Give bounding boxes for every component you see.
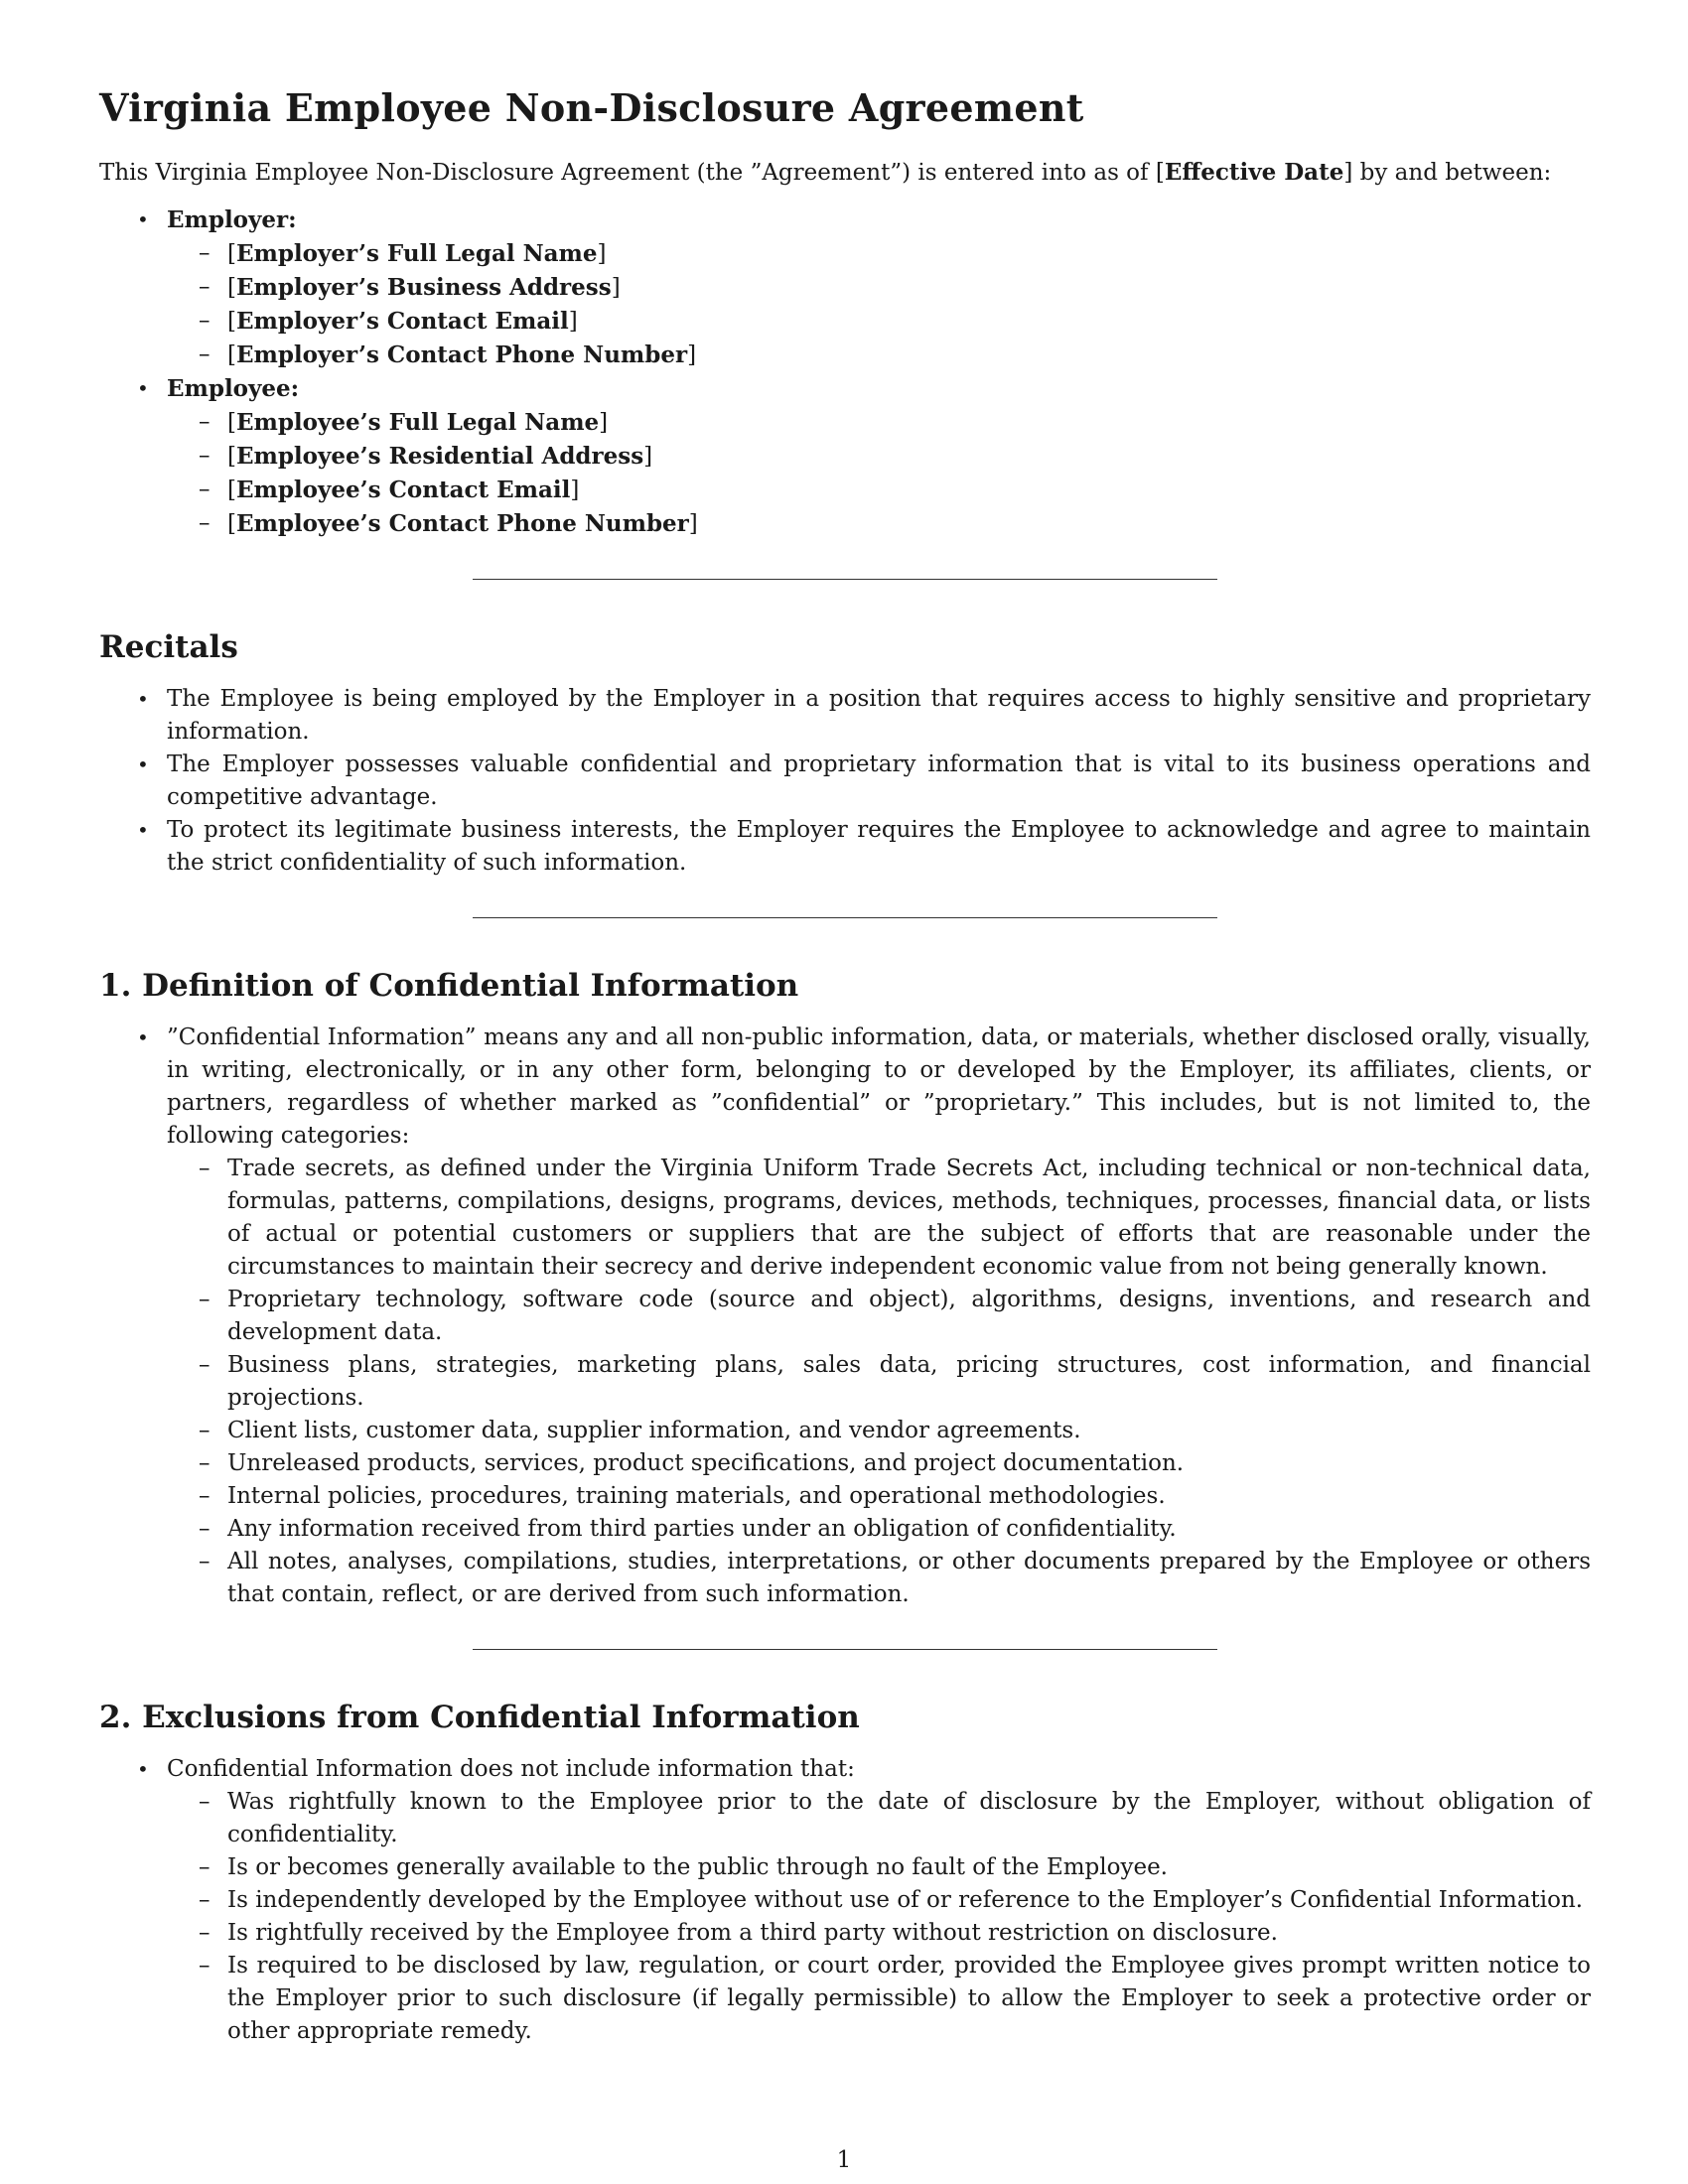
bullet-icon: • [137, 752, 149, 776]
party-label: Employer: [167, 206, 297, 233]
intro-text-pre: This Virginia Employee Non-Disclosure Agreement (the ”Agreement”) is entered into as of [ [99, 160, 1165, 186]
section-divider [473, 917, 1217, 918]
dash-icon: – [199, 1854, 211, 1880]
section-2-lead [99, 1753, 1591, 2048]
category-text: Any information received from third parties under an obligation of confidentiality. [227, 1516, 1177, 1542]
effective-date-placeholder: Effective Date [1164, 159, 1344, 186]
dash-icon: – [199, 308, 211, 334]
field-placeholder: Employee’s Contact Phone Number [235, 510, 689, 537]
exclusion-text: Is required to be disclosed by law, regulation, or court order, provided the Employee gives prompt written notice to the Employer prior to such disclosure (if legally permissible) to allow the Employer to seek a protective order or other appropriate remedy. [227, 1953, 1591, 2044]
party-field: – [Employee’s Contact Phone Number] [167, 507, 1591, 541]
category-text: All notes, analyses, compilations, studies, interpretations, or other documents prepared by the Employee or others that contain, reflect, or are derived from such information. [227, 1549, 1591, 1607]
recital-text: To protect its legitimate business interests, the Employer requires the Employee to acknowledge and agree to maintain the strict confidentiality of such information. [167, 817, 1591, 876]
category-item [167, 1153, 1591, 1284]
party-label: Employee: [167, 375, 300, 402]
bullet-icon: • [137, 1025, 149, 1049]
dash-icon: – [199, 1516, 211, 1542]
dash-icon: – [199, 1887, 211, 1913]
category-text: Client lists, customer data, supplier information, and vendor agreements. [227, 1418, 1081, 1443]
dash-icon: – [199, 1352, 211, 1378]
dash-icon: – [199, 1287, 211, 1312]
exclusions-list [167, 1786, 1591, 2048]
dash-icon: – [199, 409, 211, 435]
section-2-lead-text: Confidential Information does not include information that: [167, 1756, 855, 1782]
party-field: – [Employee’s Residential Address] [167, 440, 1591, 474]
recital-text: The Employee is being employed by the Employer in a position that requires access to highly sensitive and proprietary information. [167, 686, 1591, 745]
section-divider [473, 579, 1217, 580]
dash-icon: – [199, 341, 211, 367]
bullet-icon: • [137, 1757, 149, 1781]
category-text: Trade secrets, as defined under the Virginia Uniform Trade Secrets Act, including technical or non-technical data, formulas, patterns, compilations, designs, programs, devices, methods, techniques, processes, financial data, or lists of actual or potential customers or suppliers that are the subject of efforts that are reasonable under the circumstances to maintain their secrecy and derive independent economic value from not being generally known. [227, 1156, 1591, 1280]
dash-icon: – [199, 1450, 211, 1476]
category-item [167, 1284, 1591, 1349]
exclusion-item [167, 1851, 1591, 1884]
section-1-list [99, 1022, 1591, 1611]
category-item [167, 1480, 1591, 1513]
section-1-lead [99, 1022, 1591, 1611]
category-text: Proprietary technology, software code (source and object), algorithms, designs, inventions, and research and development data. [227, 1287, 1591, 1345]
party-field: – [Employer’s Business Address] [167, 271, 1591, 305]
party-fields [167, 237, 1591, 372]
section-2-list [99, 1753, 1591, 2048]
field-placeholder: Employer’s Business Address [235, 274, 612, 301]
document-page [99, 85, 1591, 2048]
recital-item [99, 814, 1591, 880]
dash-icon: – [199, 1920, 211, 1946]
recital-item [99, 749, 1591, 814]
party-field: – [Employer’s Contact Email] [167, 305, 1591, 339]
dash-icon: – [199, 240, 211, 266]
exclusion-text: Was rightfully known to the Employee prior to the date of disclosure by the Employer, without obligation of confidentiality. [227, 1789, 1591, 1847]
party-field: – [Employer’s Full Legal Name] [167, 237, 1591, 271]
bullet-icon: • [137, 207, 149, 231]
category-item [167, 1415, 1591, 1447]
exclusion-text: Is independently developed by the Employee without use of or reference to the Employer’s Confidential Information. [227, 1887, 1584, 1913]
category-item [167, 1546, 1591, 1611]
field-placeholder: Employee’s Residential Address [235, 443, 644, 470]
party-employer [99, 204, 1591, 372]
section-2-heading: 2. Exclusions from Confidential Information [99, 1700, 860, 1735]
exclusion-text: Is or becomes generally available to the public through no fault of the Employee. [227, 1854, 1168, 1880]
dash-icon: – [199, 1483, 211, 1509]
bullet-icon: • [137, 818, 149, 842]
bullet-icon: • [137, 687, 149, 711]
exclusion-item [167, 1786, 1591, 1851]
bullet-icon: • [137, 376, 149, 400]
category-text: Unreleased products, services, product specifications, and project documentation. [227, 1450, 1185, 1476]
exclusion-item [167, 1884, 1591, 1917]
category-item [167, 1349, 1591, 1415]
party-fields [167, 406, 1591, 541]
recitals-list [99, 683, 1591, 880]
exclusion-item [167, 1917, 1591, 1950]
party-field: – [Employee’s Full Legal Name] [167, 406, 1591, 440]
dash-icon: – [199, 1156, 211, 1181]
intro-text-post: ] by and between: [1343, 160, 1552, 186]
dash-icon: – [199, 274, 211, 300]
page-number: 1 [836, 2147, 852, 2173]
dash-icon: – [199, 510, 211, 536]
section-1-heading: 1. Definition of Confidential Information [99, 968, 799, 1004]
field-placeholder: Employer’s Contact Phone Number [235, 341, 688, 368]
category-item [167, 1447, 1591, 1480]
recital-text: The Employer possesses valuable confidential and proprietary information that is vital to its business operations and competitive advantage. [167, 751, 1591, 810]
intro-paragraph [99, 156, 1591, 190]
parties-list [99, 204, 1591, 541]
section-divider [473, 1649, 1217, 1650]
field-placeholder: Employer’s Contact Email [235, 308, 569, 335]
document-title: Virginia Employee Non-Disclosure Agreement [99, 85, 1084, 130]
field-placeholder: Employee’s Contact Email [235, 477, 571, 503]
recital-item [99, 683, 1591, 749]
category-text: Internal policies, procedures, training materials, and operational methodologies. [227, 1483, 1166, 1509]
dash-icon: – [199, 477, 211, 502]
field-placeholder: Employee’s Full Legal Name [235, 409, 600, 436]
dash-icon: – [199, 1953, 211, 1979]
dash-icon: – [199, 1549, 211, 1574]
confidential-categories [167, 1153, 1591, 1611]
category-text: Business plans, strategies, marketing plans, sales data, pricing structures, cost information, and financial projections. [227, 1352, 1591, 1411]
party-field: – [Employee’s Contact Email] [167, 474, 1591, 507]
exclusion-text: Is rightfully received by the Employee from a third party without restriction on disclosure. [227, 1920, 1278, 1946]
section-1-lead-text: ”Confidential Information” means any and all non-public information, data, or materials, whether disclosed orally, visually, in writing, electronically, or in any other form, belonging to or developed by the Employer, its affiliates, clients, or partners, regardless of whether marked as ”confidential” or ”proprietary.” This includes, but is not limited to, the following categories: [167, 1024, 1591, 1149]
field-placeholder: Employer’s Full Legal Name [235, 240, 598, 267]
exclusion-item [167, 1950, 1591, 2048]
category-item [167, 1513, 1591, 1546]
dash-icon: – [199, 1789, 211, 1815]
dash-icon: – [199, 443, 211, 469]
dash-icon: – [199, 1418, 211, 1443]
recitals-heading: Recitals [99, 629, 238, 665]
party-employee [99, 372, 1591, 541]
party-field: – [Employer’s Contact Phone Number] [167, 339, 1591, 372]
